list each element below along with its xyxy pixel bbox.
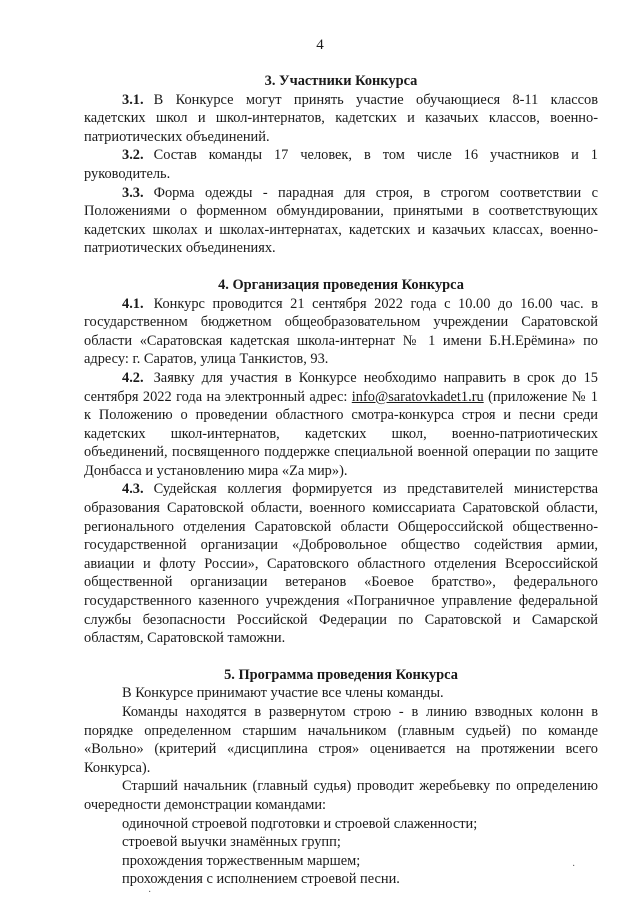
clause-number: 3.3. (122, 184, 144, 201)
clause-text: Заявку для участия в Конкурсе необходимо направить в срок до 15 сентября 2022 года на электронный адрес: (84, 369, 598, 405)
scan-speck: · (148, 887, 152, 898)
clause-3-3 (84, 184, 598, 258)
document-body (84, 72, 598, 889)
clause-3-1 (84, 91, 598, 147)
list-item: строевой выучки знамённых групп; (122, 834, 341, 851)
clause-text: (приложение № 1 к Положению о проведении областного смотра-конкурса строя и песни среди кадетских школ-интернатов, кадетских школ, военно-патриотических объединений, посвященного поддержке специальной военной операции по защите Донбасса и установлению мира «Za мир»). (84, 388, 598, 479)
page-number: 4 (316, 37, 324, 53)
clause-text: Конкурс проводится 21 сентября 2022 года с 10.00 до 16.00 час. в государственном бюджетном общеобразовательном учреждении Саратовской области «Саратовская кадетская школа-интернат № 1 имени Б.Н.Ерёмина» по адресу: г. Саратов, улица Танкистов, 93. (84, 295, 598, 368)
section-5-heading: 5. Программа проведения Конкурса (224, 666, 458, 683)
clause-4-1 (84, 295, 598, 369)
spacer (84, 258, 598, 276)
clause-number: 4.3. (122, 481, 144, 498)
spacer (84, 648, 598, 666)
clause-number: 3.2. (122, 147, 144, 164)
section-3-heading: 3. Участники Конкурса (264, 73, 418, 89)
list-item: прохождения торжественным маршем; (122, 852, 361, 869)
clause-4-2 (84, 369, 598, 481)
clause-text: Состав команды 17 человек, в том числе 16 участников и 1 руководитель. (84, 147, 598, 182)
section-4-heading: 4. Организация проведения Конкурса (218, 276, 464, 293)
email-link[interactable]: info@saratovkadet1.ru (351, 388, 484, 405)
clause-text: Форма одежды - парадная для строя, в строгом соответствии с Положениями о форменном обмундировании, принятыми в соответствующих кадетских школах и школах-интернатах, кадетских и казачьих классах, военно-патриотических объединениях. (84, 184, 598, 257)
program-paragraph-3: Старший начальник (главный судья) проводит жеребьевку по определению очередности демонстрации командами: (84, 778, 598, 813)
clause-number: 3.1. (122, 91, 144, 108)
clause-3-2 (84, 146, 598, 183)
program-paragraph-2: Команды находятся в развернутом строю - в линию взводных колонн в порядке определенном старшим начальником (главным судьей) по команде «Вольно» (критерий «дисциплина строя» оценивается на протяжении всего Конкурса). (84, 704, 598, 776)
list-item: прохождения с исполнением строевой песни. (122, 871, 400, 888)
list-item: одиночной строевой подготовки и строевой слаженности; (122, 815, 478, 832)
clause-number: 4.2. (122, 369, 144, 386)
clause-text: В Конкурсе могут принять участие обучающиеся 8-11 классов кадетских школ и школ-интернатов, кадетских и казачьих классов, военно-патриотических объединений. (84, 91, 598, 145)
clause-number: 4.1. (122, 295, 144, 312)
clause-4-3 (84, 480, 598, 647)
scan-speck: · (572, 861, 576, 872)
clause-text: Судейская коллегия формируется из представителей министерства образования Саратовской области, военного комиссариата Саратовской области, регионального отделения Саратовской области Общероссийской общественно-государственной организации «Добровольное общество содействия армии, авиации и флоту России», Саратовского областного отделения Всероссийской общественной организации ветеранов «Боевое братство», федерального государственного казенного учреждения «Пограничное управление федеральной службы безопасности Российской Федерации по Саратовской и Самарской областям, Саратовской таможни. (84, 481, 598, 647)
program-paragraph-1: В Конкурсе принимают участие все члены команды. (122, 685, 444, 702)
